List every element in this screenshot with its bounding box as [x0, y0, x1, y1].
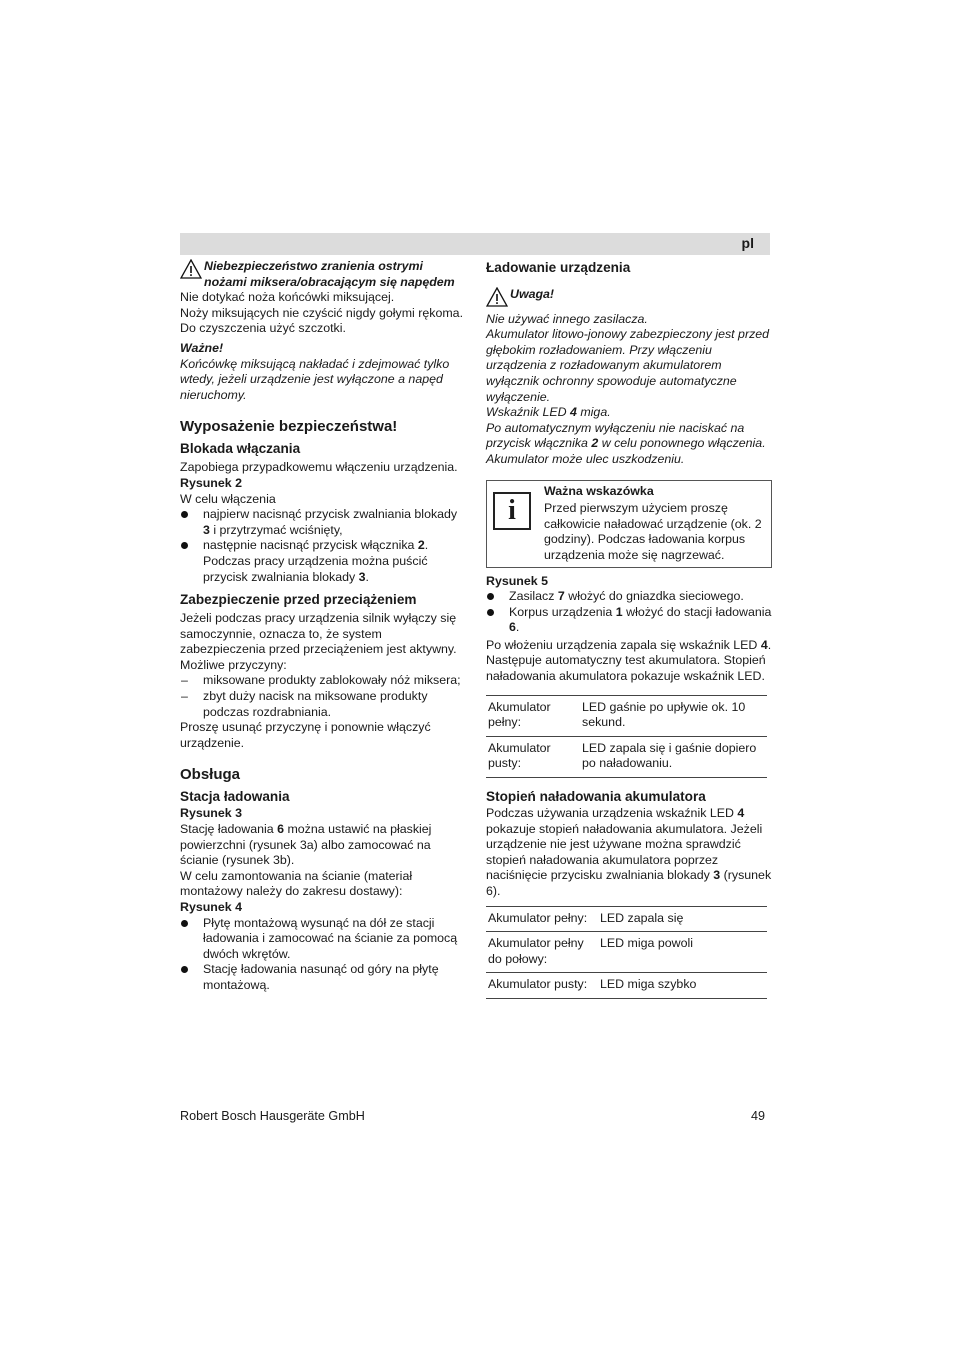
figure-4-label: Rysunek 4 [180, 900, 242, 914]
station-heading: Stacja ładowania [180, 789, 290, 805]
charging-heading: Ładowanie urządzenia [486, 260, 631, 275]
caution-label: Uwaga! [510, 287, 555, 301]
charging-text: Po włożeniu urządzenia zapala się wskaźnik LED 4. Następuje automatyczny test akumulatora. Stopień naładowania akumulatora pokazuje wskaźnik LED. [486, 637, 772, 684]
page-number: 49 [750, 1109, 765, 1123]
table-row: Akumulator pełny: LED gaśnie po upływie ok. 10 sekund. [486, 695, 767, 736]
info-icon: i [493, 492, 531, 530]
figure-2-label: Rysunek 2 [180, 475, 242, 490]
station-steps [180, 916, 467, 994]
footer-company: Robert Bosch Hausgeräte GmbH [180, 1109, 365, 1123]
list-item: Korpus urządzenia 1 włożyć do stacji ładowania 6. [486, 605, 772, 636]
info-title: Ważna wskazówka [544, 483, 654, 498]
table-row: Akumulator pusty: LED miga szybko [486, 973, 767, 999]
overload-causes-label: Możliwe przyczyny: [180, 657, 287, 672]
safety-heading: Wyposażenie bezpieczeństwa! [180, 418, 398, 436]
warning-triangle-icon [180, 259, 204, 284]
list-item: Stację ładowania nasunąć od góry na płytę montażową. [180, 962, 467, 993]
caution-text-3: Wskaźnik LED 4 miga. [486, 405, 611, 420]
left-column [180, 259, 467, 994]
right-column [486, 259, 772, 999]
list-item: Płytę montażową wysunąć na dół ze stacji ładowania i zamocować na ścianie za pomocą dwóch wkrętów. [180, 916, 467, 963]
figure-5-label: Rysunek 5 [486, 573, 548, 588]
led-table-charging [486, 695, 767, 778]
list-item: Zasilacz 7 włożyć do gniazdka sieciowego. [486, 589, 772, 605]
list-item: najpierw nacisnąć przycisk zwalniania blokady 3 i przytrzymać wciśnięty, [180, 507, 467, 538]
warning-text-1: Nie dotykać noża końcówki miksującej. [180, 290, 395, 305]
table-row: Akumulator pełny: LED zapala się [486, 906, 767, 932]
caution-warning [486, 287, 772, 312]
list-item: – miksowane produkty zablokowały nóż miksera; [180, 673, 467, 689]
operation-heading: Obsługa [180, 766, 241, 784]
table-row: Akumulator pełny do połowy: LED miga powoli [486, 932, 767, 973]
danger-warning-title: Niebezpieczeństwo zranienia ostrymi nożami miksera/obracającym się napędem [204, 259, 455, 289]
lock-intro: W celu włączenia [180, 491, 276, 506]
warning-triangle-icon [486, 287, 510, 312]
led-table-level [486, 906, 767, 999]
lock-steps [180, 507, 467, 585]
caution-text-4: Po automatycznym wyłączeniu nie naciskać na przycisk włącznika 2 w celu ponownego włączenia. Akumulator może ulec uszkodzeniu. [486, 420, 766, 466]
info-box [486, 480, 772, 568]
language-code: pl [741, 235, 754, 251]
overload-causes [180, 673, 467, 720]
figure-3-label: Rysunek 3 [180, 806, 242, 821]
overload-text: Jeżeli podczas pracy urządzenia silnik wyłączy się samoczynnie, oznacza to, że system zabezpieczenia przed przeciążeniem jest aktywny. [180, 611, 457, 657]
level-text: Podczas używania urządzenia wskaźnik LED 4 pokazuje stopień naładowania akumulatora. Jeżeli urządzenie nie jest używane można sprawdzić stopień naładowania akumulatora poprzez naciśnięcie przycisku zwalniania blokady 3 (rysunek 6). [486, 806, 772, 898]
danger-warning [180, 259, 467, 290]
lock-heading: Blokada włączania [180, 441, 301, 457]
level-heading: Stopień naładowania akumulatora [486, 789, 706, 805]
list-item: – zbyt duży nacisk na miksowane produkty podczas rozdrabniania. [180, 689, 467, 720]
overload-remedy: Proszę usunąć przyczynę i ponownie włączyć urządzenie. [180, 720, 431, 750]
caution-text-1: Nie używać innego zasilacza. [486, 311, 648, 326]
station-text-1: Stację ładowania 6 można ustawić na płaskiej powierzchni (rysunek 3a) albo zamocować na ścianie (rysunek 3b). [180, 822, 432, 868]
caution-text-2: Akumulator litowo-jonowy zabezpieczony jest przed głębokim rozładowaniem. Przy włączeniu urządzenia z rozładowanym akumulatorem wyłącznik ochronny spowoduje automatyczne wyłączenie. [486, 327, 770, 404]
table-row: Akumulator pusty: LED zapala się i gaśnie dopiero po naładowaniu. [486, 736, 767, 777]
important-label: Ważne! [180, 340, 224, 355]
warning-text-2: Noży miksujących nie czyścić nigdy gołymi rękoma. Do czyszczenia użyć szczotki. [180, 305, 464, 336]
list-item: następnie nacisnąć przycisk włącznika 2. Podczas pracy urządzenia można puścić przycisk zwalniania blokady 3. [180, 538, 467, 585]
charging-steps [486, 589, 772, 636]
important-text: Końcówkę miksującą nakładać i zdejmować tylko wtedy, jeżeli urządzenie jest wyłączone a napęd nieruchomy. [180, 356, 450, 402]
lock-text: Zapobiega przypadkowemu włączeniu urządzenia. [180, 460, 458, 475]
overload-heading: Zabezpieczenie przed przeciążeniem [180, 592, 417, 608]
header-bar [180, 233, 770, 255]
station-text-2: W celu zamontowania na ścianie (materiał montażowy należy do zakresu dostawy): [180, 868, 413, 899]
info-text: Przed pierwszym użyciem proszę całkowicie naładować urządzenie (ok. 2 godziny). Podczas ładowania korpus urządzenia może się nagrzewać. [544, 501, 762, 562]
